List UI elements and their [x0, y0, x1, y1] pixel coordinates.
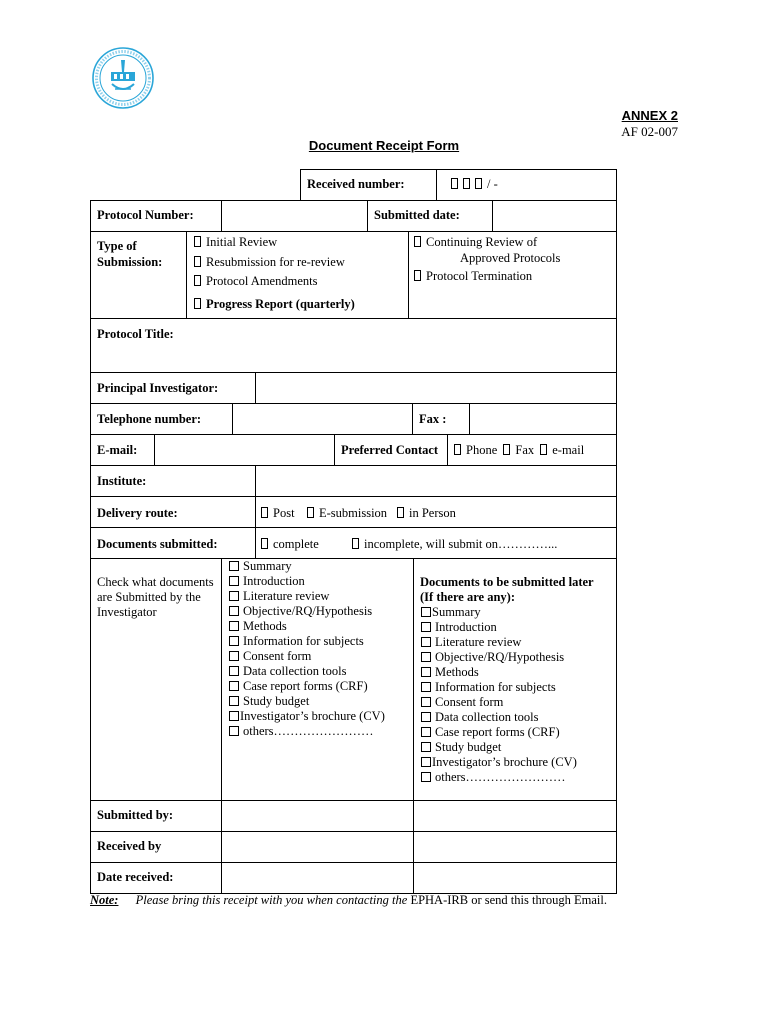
note-label: Note:	[90, 893, 119, 907]
protocol-number-label: Protocol Number:	[97, 208, 194, 222]
documents-submitted-label: Documents submitted:	[97, 537, 218, 551]
checklist-item[interactable]: Information for subjects	[229, 634, 385, 649]
submitted-date-label: Submitted date:	[374, 208, 460, 222]
protocol-number-field[interactable]	[222, 201, 366, 230]
later-item[interactable]: Information for subjects	[421, 680, 577, 695]
received-number-label: Received number:	[307, 177, 405, 191]
later-item[interactable]: Data collection tools	[421, 710, 577, 725]
documents-option-incomplete[interactable]: incomplete, will submit on…………...	[352, 537, 557, 552]
checklist-item[interactable]: Case report forms (CRF)	[229, 679, 385, 694]
delivery-option-in-person[interactable]: in Person	[397, 506, 456, 521]
option-progress-report[interactable]: Progress Report (quarterly)	[194, 297, 355, 312]
option-resubmission[interactable]: Resubmission for re-review	[194, 255, 345, 270]
delivery-route-label: Delivery route:	[97, 506, 178, 520]
received-by-field[interactable]	[222, 832, 412, 861]
later-documents-title-1: Documents to be submitted later	[420, 575, 594, 589]
institute-label: Institute:	[97, 474, 147, 488]
checklist-item[interactable]: Summary	[229, 559, 385, 574]
later-item[interactable]: Case report forms (CRF)	[421, 725, 577, 740]
later-item[interactable]: Consent form	[421, 695, 577, 710]
option-continuing-review-line2: Approved Protocols	[460, 251, 561, 265]
telephone-label: Telephone number:	[97, 412, 202, 426]
received-by-label: Received by	[97, 839, 162, 853]
checklist-instruction-2: are Submitted by the	[97, 590, 201, 604]
preferred-contact-options[interactable]: Phone Fax e-mail	[454, 443, 584, 458]
checklist-item[interactable]: Introduction	[229, 574, 385, 589]
annex-header	[621, 108, 678, 140]
preferred-contact-label: Preferred Contact	[341, 443, 439, 457]
submitted-date-field[interactable]	[493, 201, 615, 230]
form-title: Document Receipt Form	[308, 138, 460, 153]
date-received-label: Date received:	[97, 870, 174, 884]
submitted-documents-list	[229, 559, 385, 739]
note-text-italic: Please bring this receipt with you when contacting the	[135, 893, 408, 907]
option-initial-review[interactable]: Initial Review	[194, 235, 277, 250]
later-item[interactable]: Literature review	[421, 635, 577, 650]
epha-logo	[90, 46, 156, 110]
checklist-item[interactable]: Methods	[229, 619, 385, 634]
footer-note	[90, 893, 607, 908]
note-text-regular: EPHA-IRB or send this through Email.	[410, 893, 607, 907]
later-item[interactable]: Summary	[421, 605, 577, 620]
submission-type-label-1: Type of	[97, 239, 137, 253]
checklist-item[interactable]: Consent form	[229, 649, 385, 664]
later-item[interactable]: Objective/RQ/Hypothesis	[421, 650, 577, 665]
option-protocol-termination[interactable]: Protocol Termination	[414, 269, 532, 284]
annex-title: ANNEX 2	[621, 108, 678, 123]
later-documents-title-2: (If there are any):	[420, 590, 515, 604]
fax-label: Fax :	[419, 412, 447, 426]
principal-investigator-label: Principal Investigator:	[97, 381, 219, 395]
submission-type-label-2: Submission:	[97, 255, 163, 269]
later-item[interactable]: Methods	[421, 665, 577, 680]
later-item[interactable]: Introduction	[421, 620, 577, 635]
checklist-item[interactable]: Study budget	[229, 694, 385, 709]
later-item[interactable]: Study budget	[421, 740, 577, 755]
option-protocol-amendments[interactable]: Protocol Amendments	[194, 274, 317, 289]
email-label: E-mail:	[97, 443, 138, 457]
form-code: AF 02-007	[621, 124, 678, 139]
checklist-item[interactable]: Objective/RQ/Hypothesis	[229, 604, 385, 619]
checklist-instruction-3: Investigator	[97, 605, 157, 619]
option-continuing-review[interactable]: Continuing Review of	[414, 235, 537, 250]
institute-field[interactable]	[256, 466, 615, 495]
later-item[interactable]: Investigator’s brochure (CV)	[421, 755, 577, 770]
later-documents-list	[421, 605, 577, 785]
received-number-field[interactable]: / -	[451, 177, 498, 192]
submitted-by-label: Submitted by:	[97, 808, 174, 822]
documents-option-complete[interactable]: complete	[261, 537, 319, 552]
delivery-option-esubmission[interactable]: E-submission	[307, 506, 387, 521]
checklist-item[interactable]: Literature review	[229, 589, 385, 604]
email-field[interactable]	[155, 435, 333, 464]
later-item[interactable]: others……………………	[421, 770, 577, 785]
protocol-title-label: Protocol Title:	[97, 327, 174, 341]
submitted-by-field[interactable]	[222, 801, 412, 830]
fax-field[interactable]	[470, 404, 615, 433]
telephone-field[interactable]	[233, 404, 411, 433]
delivery-option-post[interactable]: Post	[261, 506, 295, 521]
checklist-instruction-1: Check what documents	[97, 575, 214, 589]
principal-investigator-field[interactable]	[256, 373, 615, 402]
checklist-item[interactable]: Data collection tools	[229, 664, 385, 679]
date-received-field[interactable]	[222, 863, 412, 892]
checklist-item[interactable]: others……………………	[229, 724, 385, 739]
checklist-item[interactable]: Investigator’s brochure (CV)	[229, 709, 385, 724]
